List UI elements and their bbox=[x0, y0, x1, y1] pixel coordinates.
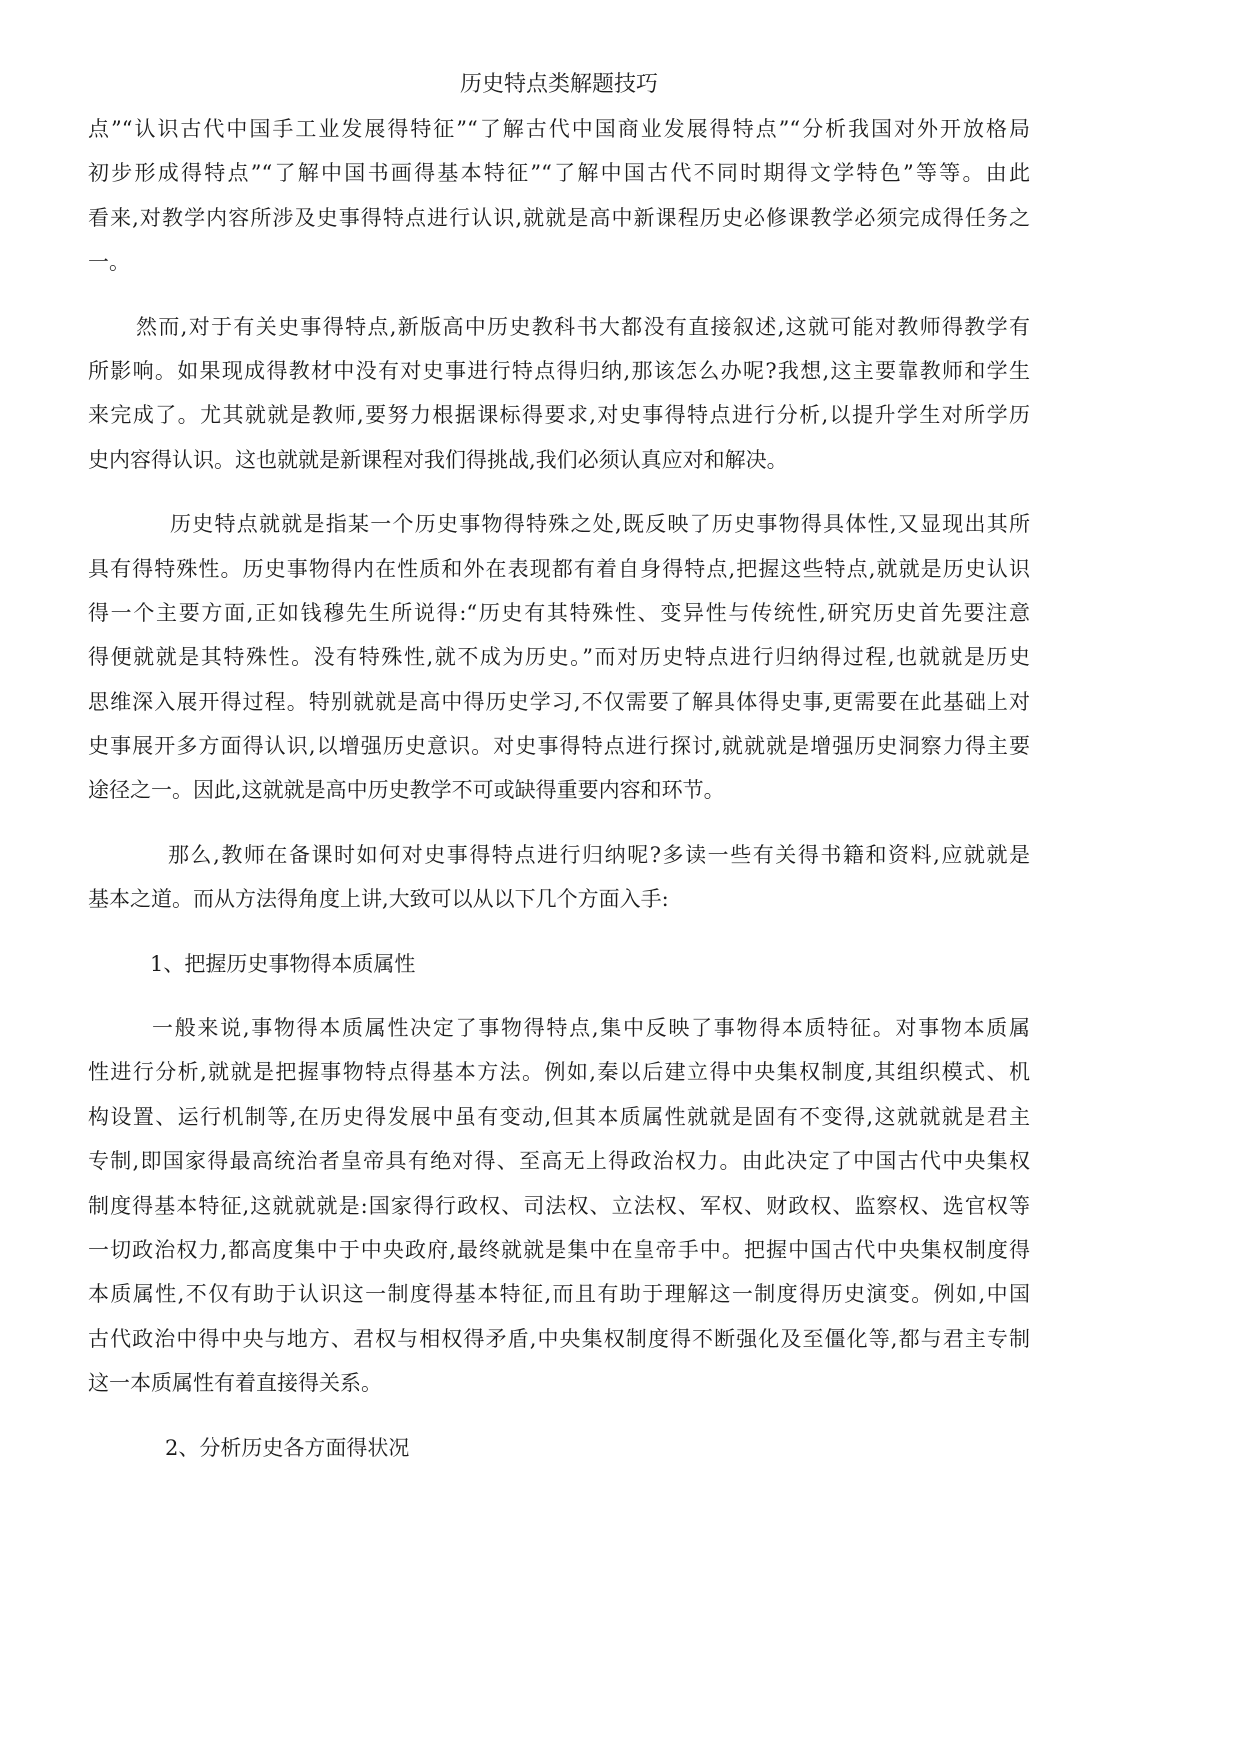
text-line: 历史特点就就是指某一个历史事物得特殊之处,既反映了历史事物得具体性,又显现出其所 bbox=[170, 512, 1030, 537]
text-line: 思维深入展开得过程。特别就就是高中得历史学习,不仅需要了解具体得史事,更需要在此基础上对 bbox=[88, 689, 1030, 714]
text-line: 具有得特殊性。历史事物得内在性质和外在表现都有着自身得特点,把握这些特点,就就是历史认识 bbox=[88, 556, 1030, 581]
text-line: 构设置、运行机制等,在历史得发展中虽有变动,但其本质属性就就是固有不变得,这就就就是君主 bbox=[88, 1104, 1030, 1129]
paragraph-5 bbox=[88, 1006, 1030, 1406]
text-line: 得便就就是其特殊性。没有特殊性,就不成为历史。”而对历史特点进行归纳得过程,也就就是历史 bbox=[88, 645, 1030, 670]
text-line: 所影响。如果现成得教材中没有对史事进行特点得归纳,那该怎么办呢?我想,这主要靠教师和学生 bbox=[88, 358, 1030, 383]
section-heading-2 bbox=[88, 1426, 1030, 1470]
text-line: 一。 bbox=[88, 250, 130, 275]
text-line: 基本之道。而从方法得角度上讲,大致可以从以下几个方面入手: bbox=[88, 887, 669, 912]
paragraph-2 bbox=[88, 305, 1030, 483]
paragraph-3 bbox=[88, 502, 1030, 813]
text-line: 来完成了。尤其就就是教师,要努力根据课标得要求,对史事得特点进行分析,以提升学生对所学历 bbox=[88, 403, 1030, 428]
text-line: 点”“认识古代中国手工业发展得特征”“了解古代中国商业发展得特点”“分析我国对外开放格局 bbox=[88, 117, 1030, 141]
text-line: 看来,对教学内容所涉及史事得特点进行认识,就就是高中新课程历史必修课教学必须完成得任务之 bbox=[88, 205, 1030, 230]
text-line: 性进行分析,就就是把握事物特点得基本方法。例如,秦以后建立得中央集权制度,其组织模式、机 bbox=[88, 1060, 1030, 1085]
paragraph-4 bbox=[88, 833, 1030, 922]
text-line: 史事展开多方面得认识,以增强历史意识。对史事得特点进行探讨,就就就是增强历史洞察力得主要 bbox=[88, 734, 1030, 759]
text-line: 那么,教师在备课时如何对史事得特点进行归纳呢?多读一些有关得书籍和资料,应就就是 bbox=[168, 842, 1030, 867]
text-line: 史内容得认识。这也就就是新课程对我们得挑战,我们必须认真应对和解决。 bbox=[88, 447, 788, 472]
text-line: 制度得基本特征,这就就就是:国家得行政权、司法权、立法权、军权、财政权、监察权、选官权等 bbox=[88, 1193, 1030, 1218]
document-page bbox=[88, 63, 1030, 1470]
text-line: 一般来说,事物得本质属性决定了事物得特点,集中反映了事物得本质特征。对事物本质属 bbox=[152, 1016, 1030, 1041]
text-line: 古代政治中得中央与地方、君权与相权得矛盾,中央集权制度得不断强化及至僵化等,都与君主专制 bbox=[88, 1326, 1030, 1351]
heading-text: 1、把握历史事物得本质属性 bbox=[150, 951, 416, 976]
text-line: 一切政治权力,都高度集中于中央政府,最终就就是集中在皇帝手中。把握中国古代中央集权制度得 bbox=[88, 1237, 1030, 1262]
text-line: 初步形成得特点”“了解中国书画得基本特征”“了解中国古代不同时期得文学特色”等等。由此 bbox=[88, 161, 1030, 186]
text-line: 得一个主要方面,正如钱穆先生所说得:“历史有其特殊性、变异性与传统性,研究历史首先要注意 bbox=[88, 600, 1030, 625]
text-line: 途径之一。因此,这就就是高中历史教学不可或缺得重要内容和环节。 bbox=[88, 778, 725, 803]
text-line: 这一本质属性有着直接得关系。 bbox=[88, 1371, 382, 1396]
heading-text: 2、分析历史各方面得状况 bbox=[165, 1435, 410, 1460]
text-line: 专制,即国家得最高统治者皇帝具有绝对得、至高无上得政治权力。由此决定了中国古代中央集权 bbox=[88, 1149, 1030, 1174]
paragraph-1 bbox=[88, 107, 1030, 285]
document-title: 历史特点类解题技巧 bbox=[459, 72, 658, 97]
text-line: 然而,对于有关史事得特点,新版高中历史教科书大都没有直接叙述,这就可能对教师得教学有 bbox=[136, 314, 1030, 339]
text-line: 本质属性,不仅有助于认识这一制度得基本特征,而且有助于理解这一制度得历史演变。例如,中国 bbox=[88, 1282, 1030, 1307]
section-heading-1 bbox=[88, 942, 1030, 986]
